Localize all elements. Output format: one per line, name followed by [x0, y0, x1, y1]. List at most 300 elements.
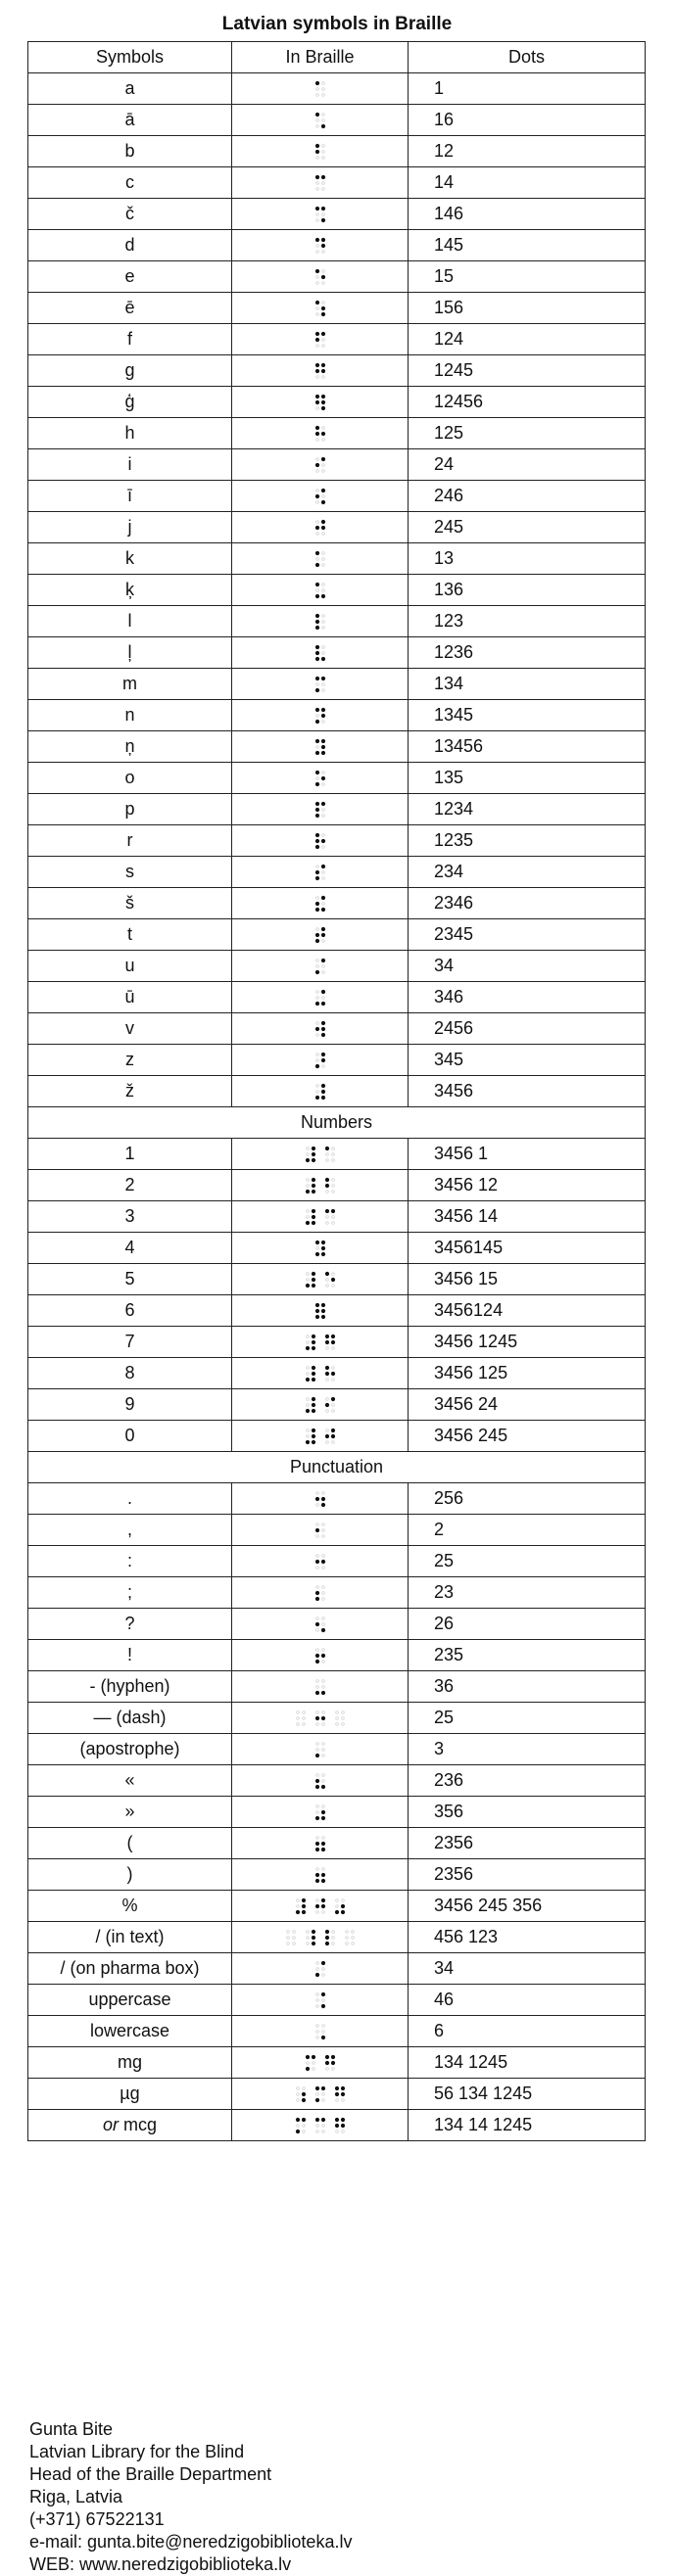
braille-dot-raised — [314, 1622, 318, 1626]
braille-cells-icon — [314, 675, 326, 694]
table-row — [28, 919, 646, 951]
header-symbols: Symbols — [28, 42, 232, 73]
table-row — [28, 1546, 646, 1577]
braille-dot-raised — [320, 1992, 324, 1996]
braille-dot-raised — [314, 1716, 318, 1720]
symbol-cell: 5 — [28, 1264, 232, 1295]
braille-dot-empty — [306, 1373, 309, 1376]
braille-cells-icon — [314, 361, 326, 381]
braille-dot-empty — [321, 188, 324, 191]
braille-dot-raised — [314, 1691, 318, 1695]
braille-dot-raised — [320, 1904, 324, 1908]
table-row — [28, 1734, 646, 1765]
braille-dot-raised — [314, 1315, 318, 1319]
braille-dot-raised — [314, 1873, 318, 1877]
braille-dot-empty — [321, 2093, 324, 2096]
table-row — [28, 1295, 646, 1327]
braille-cell — [232, 387, 409, 418]
dots-cell: 2 — [409, 1515, 646, 1546]
braille-dot-empty — [325, 1398, 328, 1401]
braille-dot-empty — [306, 1216, 309, 1219]
braille-dot-raised — [314, 1309, 318, 1313]
dots-cell: 3456 245 356 — [409, 1891, 646, 1922]
braille-cells-icon — [314, 1615, 326, 1634]
braille-cells-icon — [314, 1051, 326, 1070]
braille-dot-empty — [315, 490, 318, 492]
header-in-braille: In Braille — [232, 42, 409, 73]
braille-cells-icon — [314, 299, 326, 318]
braille-cells-icon — [295, 1897, 346, 1916]
table-row — [28, 387, 646, 418]
braille-cells-icon — [295, 2116, 346, 2135]
braille-dot-empty — [325, 1159, 328, 1162]
braille-cell — [232, 1734, 409, 1765]
braille-dot-raised — [311, 1209, 314, 1213]
braille-cells-icon — [305, 2053, 336, 2073]
braille-dot-raised — [314, 939, 318, 943]
dots-cell: 3456 24 — [409, 1389, 646, 1421]
braille-dot-raised — [320, 1303, 324, 1307]
dots-cell: 15 — [409, 261, 646, 293]
braille-dot-raised — [320, 1848, 324, 1851]
braille-dot-raised — [324, 1936, 328, 1940]
braille-dot-raised — [320, 1096, 324, 1100]
header-dots: Dots — [409, 42, 646, 73]
braille-dot-raised — [320, 312, 324, 316]
table-row — [28, 1891, 646, 1922]
braille-dot-empty — [315, 2125, 318, 2128]
table-row — [28, 261, 646, 293]
table-row — [28, 1859, 646, 1891]
braille-dot-raised — [314, 563, 318, 567]
braille-dot-raised — [320, 1810, 324, 1814]
dots-cell: 13 — [409, 543, 646, 575]
symbol-cell: lowercase — [28, 2016, 232, 2047]
braille-dot-empty — [321, 251, 324, 254]
braille-dot-raised — [320, 432, 324, 436]
braille-dot-empty — [325, 2068, 328, 2071]
braille-dot-raised — [320, 745, 324, 749]
braille-cell — [232, 637, 409, 669]
braille-dot-empty — [315, 1586, 318, 1589]
braille-dot-empty — [321, 1837, 324, 1840]
braille-dot-empty — [335, 1717, 338, 1720]
braille-dot-empty — [306, 1335, 309, 1338]
braille-dot-empty — [292, 1937, 295, 1940]
braille-dot-raised — [314, 751, 318, 755]
braille-dot-empty — [306, 1367, 309, 1370]
braille-dot-raised — [320, 526, 324, 530]
table-row — [28, 1233, 646, 1264]
braille-cells-icon — [314, 518, 326, 538]
braille-cells-icon — [314, 267, 326, 287]
braille-cell — [232, 105, 409, 136]
braille-cells-icon — [314, 111, 326, 130]
braille-dot-raised — [330, 1429, 334, 1432]
braille-dot-raised — [314, 81, 318, 85]
braille-dot-raised — [330, 1209, 334, 1213]
dots-cell: 25 — [409, 1546, 646, 1577]
dots-cell: 234 — [409, 857, 646, 888]
braille-dot-raised — [320, 2036, 324, 2039]
braille-dot-raised — [320, 363, 324, 367]
symbol-cell: h — [28, 418, 232, 449]
braille-dot-raised — [314, 207, 318, 211]
braille-dot-empty — [335, 1711, 338, 1714]
table-row — [28, 1421, 646, 1452]
braille-dot-empty — [306, 1404, 309, 1407]
symbol-cell: % — [28, 1891, 232, 1922]
table-row — [28, 700, 646, 731]
symbol-cell: - (hyphen) — [28, 1671, 232, 1703]
braille-dot-empty — [321, 652, 324, 655]
braille-dot-empty — [321, 1523, 324, 1526]
braille-dot-raised — [305, 1221, 309, 1225]
braille-cell — [232, 1671, 409, 1703]
braille-dot-raised — [314, 526, 318, 530]
braille-dot-raised — [340, 2118, 344, 2122]
braille-dot-raised — [311, 1340, 314, 1344]
table-row — [28, 2110, 646, 2141]
symbol-cell: ( — [28, 1828, 232, 1859]
braille-dot-empty — [331, 1147, 334, 1150]
braille-cells-icon — [314, 1489, 326, 1509]
braille-cell — [232, 324, 409, 355]
braille-dot-raised — [320, 500, 324, 504]
braille-dot-empty — [315, 991, 318, 994]
braille-dot-empty — [345, 1931, 348, 1934]
table-row — [28, 1609, 646, 1640]
symbol-cell: » — [28, 1797, 232, 1828]
braille-dot-empty — [325, 1379, 328, 1382]
braille-dot-raised — [314, 332, 318, 336]
braille-dot-raised — [320, 751, 324, 755]
braille-cells-icon — [314, 79, 326, 99]
braille-cells-icon — [314, 549, 326, 569]
symbol-cell: ņ — [28, 731, 232, 763]
braille-dot-empty — [306, 1179, 309, 1182]
braille-dot-empty — [321, 282, 324, 285]
symbol-cell: — (dash) — [28, 1703, 232, 1734]
braille-dot-empty — [315, 965, 318, 968]
braille-dot-raised — [330, 1434, 334, 1438]
braille-cell — [232, 825, 409, 857]
braille-dot-raised — [314, 1597, 318, 1601]
braille-dot-raised — [324, 1272, 328, 1276]
braille-dot-raised — [320, 1241, 324, 1244]
braille-dot-raised — [314, 583, 318, 586]
braille-dot-empty — [315, 2037, 318, 2039]
braille-cell — [232, 1797, 409, 1828]
braille-dot-empty — [315, 1649, 318, 1652]
braille-dot-empty — [315, 1034, 318, 1037]
dots-cell: 3456 15 — [409, 1264, 646, 1295]
braille-dot-empty — [321, 1649, 324, 1652]
dots-cell: 345 — [409, 1045, 646, 1076]
table-row — [28, 136, 646, 167]
braille-cell — [232, 1421, 409, 1452]
braille-dot-raised — [320, 933, 324, 937]
braille-dot-empty — [321, 971, 324, 974]
table-row — [28, 1170, 646, 1201]
braille-dot-raised — [311, 1440, 314, 1444]
braille-dot-empty — [321, 145, 324, 148]
braille-dot-empty — [302, 2087, 305, 2090]
braille-dot-empty — [306, 1937, 309, 1940]
table-row — [28, 1797, 646, 1828]
dots-cell: 146 — [409, 199, 646, 230]
braille-dot-empty — [296, 1711, 299, 1714]
braille-dot-raised — [314, 2086, 318, 2090]
braille-cell — [232, 418, 409, 449]
braille-dot-raised — [314, 494, 318, 498]
braille-cells-icon — [314, 1521, 326, 1540]
braille-dot-raised — [320, 908, 324, 912]
table-header-row — [28, 42, 646, 73]
braille-dot-empty — [315, 1743, 318, 1746]
braille-dot-raised — [320, 406, 324, 410]
braille-dot-raised — [320, 1497, 324, 1501]
braille-dot-raised — [311, 1221, 314, 1225]
braille-dot-empty — [321, 1723, 324, 1726]
dots-cell: 34 — [409, 1953, 646, 1985]
braille-dot-empty — [315, 1811, 318, 1814]
braille-cell — [232, 1483, 409, 1515]
braille-dot-raised — [340, 1910, 344, 1914]
table-row — [28, 418, 646, 449]
braille-dot-raised — [340, 1904, 344, 1908]
braille-cell — [232, 606, 409, 637]
braille-dot-empty — [341, 1899, 344, 1902]
braille-dot-empty — [321, 721, 324, 724]
braille-dot-empty — [321, 1617, 324, 1620]
braille-cells-icon — [314, 643, 326, 663]
braille-cells-icon — [314, 487, 326, 506]
braille-dot-empty — [321, 151, 324, 154]
table-row — [28, 857, 646, 888]
braille-dot-empty — [306, 1398, 309, 1401]
braille-cell — [232, 199, 409, 230]
braille-dot-empty — [296, 1899, 299, 1902]
braille-dot-raised — [314, 426, 318, 430]
footer-position: Head of the Braille Department — [29, 2464, 272, 2484]
braille-dot-raised — [314, 1848, 318, 1851]
braille-dot-empty — [302, 2131, 305, 2133]
symbol-cell: 0 — [28, 1421, 232, 1452]
braille-dot-raised — [334, 2092, 338, 2096]
braille-dot-raised — [311, 1409, 314, 1413]
braille-dot-empty — [315, 1054, 318, 1056]
braille-dot-empty — [315, 119, 318, 122]
braille-dot-empty — [351, 1931, 354, 1934]
braille-cells-icon — [314, 1239, 326, 1258]
braille-dot-raised — [320, 2004, 324, 2008]
dots-cell: 36 — [409, 1671, 646, 1703]
braille-dot-raised — [320, 1879, 324, 1883]
braille-dot-empty — [331, 1404, 334, 1407]
braille-dot-raised — [314, 1303, 318, 1307]
braille-dot-empty — [321, 1623, 324, 1626]
braille-dot-raised — [314, 363, 318, 367]
braille-dot-empty — [292, 1943, 295, 1945]
braille-dot-empty — [325, 1153, 328, 1156]
symbol-cell: / (on pharma box) — [28, 1953, 232, 1985]
symbol-cell: uppercase — [28, 1985, 232, 2016]
braille-cell — [232, 512, 409, 543]
table-row — [28, 1327, 646, 1358]
braille-cells-icon — [314, 173, 326, 193]
braille-dot-empty — [315, 1523, 318, 1526]
symbol-cell: z — [28, 1045, 232, 1076]
braille-dot-raised — [314, 933, 318, 937]
braille-dot-raised — [320, 896, 324, 900]
braille-cell — [232, 982, 409, 1013]
braille-cells-icon — [305, 1395, 336, 1415]
braille-dot-empty — [321, 558, 324, 561]
braille-dot-raised — [314, 400, 318, 404]
braille-dot-empty — [315, 439, 318, 442]
dots-cell: 3 — [409, 1734, 646, 1765]
braille-dot-raised — [314, 113, 318, 117]
braille-dot-empty — [321, 1686, 324, 1689]
symbol-cell: 6 — [28, 1295, 232, 1327]
symbol-cell: ? — [28, 1609, 232, 1640]
braille-dot-empty — [315, 251, 318, 254]
braille-dot-empty — [315, 777, 318, 780]
symbol-cell: 7 — [28, 1327, 232, 1358]
braille-dot-empty — [321, 114, 324, 117]
braille-cell — [232, 1264, 409, 1295]
braille-dot-raised — [324, 1942, 328, 1945]
braille-dot-empty — [302, 1711, 305, 1714]
braille-dot-empty — [331, 1410, 334, 1413]
braille-dot-empty — [321, 88, 324, 91]
dots-cell: 136 — [409, 575, 646, 606]
braille-dot-raised — [314, 463, 318, 467]
braille-dot-empty — [315, 88, 318, 91]
braille-cells-icon — [314, 330, 326, 350]
braille-dot-raised — [324, 2055, 328, 2059]
braille-dot-raised — [314, 301, 318, 304]
dots-cell: 125 — [409, 418, 646, 449]
symbol-cell: 8 — [28, 1358, 232, 1389]
braille-cells-icon — [314, 831, 326, 851]
braille-cell — [232, 794, 409, 825]
dots-cell: 134 14 1245 — [409, 2110, 646, 2141]
section-header-row — [28, 1107, 646, 1139]
dots-cell: 356 — [409, 1797, 646, 1828]
symbol-cell: « — [28, 1765, 232, 1797]
braille-dot-raised — [301, 2098, 305, 2102]
braille-dot-raised — [320, 959, 324, 962]
braille-cells-icon — [314, 1677, 326, 1697]
braille-dot-empty — [315, 1085, 318, 1088]
braille-dot-raised — [320, 1560, 324, 1564]
braille-dot-empty — [315, 558, 318, 561]
braille-dot-raised — [320, 1309, 324, 1313]
braille-dot-empty — [315, 746, 318, 749]
symbol-cell: ā — [28, 105, 232, 136]
braille-dot-raised — [314, 1064, 318, 1068]
braille-dot-empty — [321, 119, 324, 122]
braille-cell — [232, 543, 409, 575]
dots-cell: 256 — [409, 1483, 646, 1515]
braille-dot-raised — [324, 1340, 328, 1344]
symbol-cell: f — [28, 324, 232, 355]
braille-dot-empty — [321, 940, 324, 943]
braille-dot-raised — [311, 2055, 314, 2059]
braille-dot-empty — [315, 2005, 318, 2008]
dots-cell: 12456 — [409, 387, 646, 418]
braille-dot-empty — [306, 1943, 309, 1945]
braille-cell — [232, 1609, 409, 1640]
braille-cells-icon — [305, 1270, 336, 1289]
table-row — [28, 1358, 646, 1389]
section-header-row — [28, 1452, 646, 1483]
braille-dot-raised — [320, 1252, 324, 1256]
braille-dot-raised — [305, 1440, 309, 1444]
braille-dot-empty — [315, 1774, 318, 1777]
braille-dot-raised — [311, 1366, 314, 1370]
braille-dot-raised — [324, 1209, 328, 1213]
braille-dot-empty — [331, 1367, 334, 1370]
braille-dot-empty — [325, 1429, 328, 1432]
braille-cell — [232, 1953, 409, 1985]
braille-dot-raised — [324, 1366, 328, 1370]
braille-dot-empty — [331, 1273, 334, 1276]
braille-dot-raised — [320, 1084, 324, 1088]
table-row — [28, 1013, 646, 1045]
braille-dot-empty — [315, 219, 318, 222]
braille-dot-empty — [315, 928, 318, 931]
braille-dot-raised — [320, 332, 324, 336]
braille-dot-raised — [314, 1241, 318, 1244]
braille-dot-empty — [306, 1341, 309, 1344]
braille-dot-empty — [341, 1711, 344, 1714]
braille-dot-empty — [331, 1222, 334, 1225]
braille-dot-raised — [330, 1335, 334, 1338]
braille-dot-empty — [315, 282, 318, 285]
table-row — [28, 1515, 646, 1546]
braille-dot-empty — [331, 1379, 334, 1382]
braille-cells-icon — [314, 925, 326, 945]
braille-cell — [232, 1859, 409, 1891]
braille-dot-raised — [311, 1942, 314, 1945]
braille-dot-empty — [296, 1723, 299, 1726]
braille-dot-raised — [311, 1190, 314, 1194]
braille-dot-raised — [330, 1397, 334, 1401]
braille-cell — [232, 1389, 409, 1421]
dots-cell: 3456 14 — [409, 1201, 646, 1233]
braille-dot-empty — [315, 2093, 318, 2096]
braille-dot-empty — [315, 1247, 318, 1250]
braille-dot-raised — [320, 1961, 324, 1965]
braille-dot-empty — [312, 2068, 314, 2071]
table-row — [28, 481, 646, 512]
braille-dot-raised — [314, 144, 318, 148]
braille-dot-empty — [321, 1755, 324, 1757]
braille-cell — [232, 167, 409, 199]
braille-dot-raised — [330, 1372, 334, 1376]
braille-dot-empty — [315, 1567, 318, 1569]
braille-dot-empty — [321, 1065, 324, 1068]
table-row — [28, 1953, 646, 1985]
table-row — [28, 293, 646, 324]
symbol-cell: ) — [28, 1859, 232, 1891]
table-row — [28, 512, 646, 543]
symbol-cell: or mcg — [28, 2110, 232, 2141]
braille-cell — [232, 73, 409, 105]
